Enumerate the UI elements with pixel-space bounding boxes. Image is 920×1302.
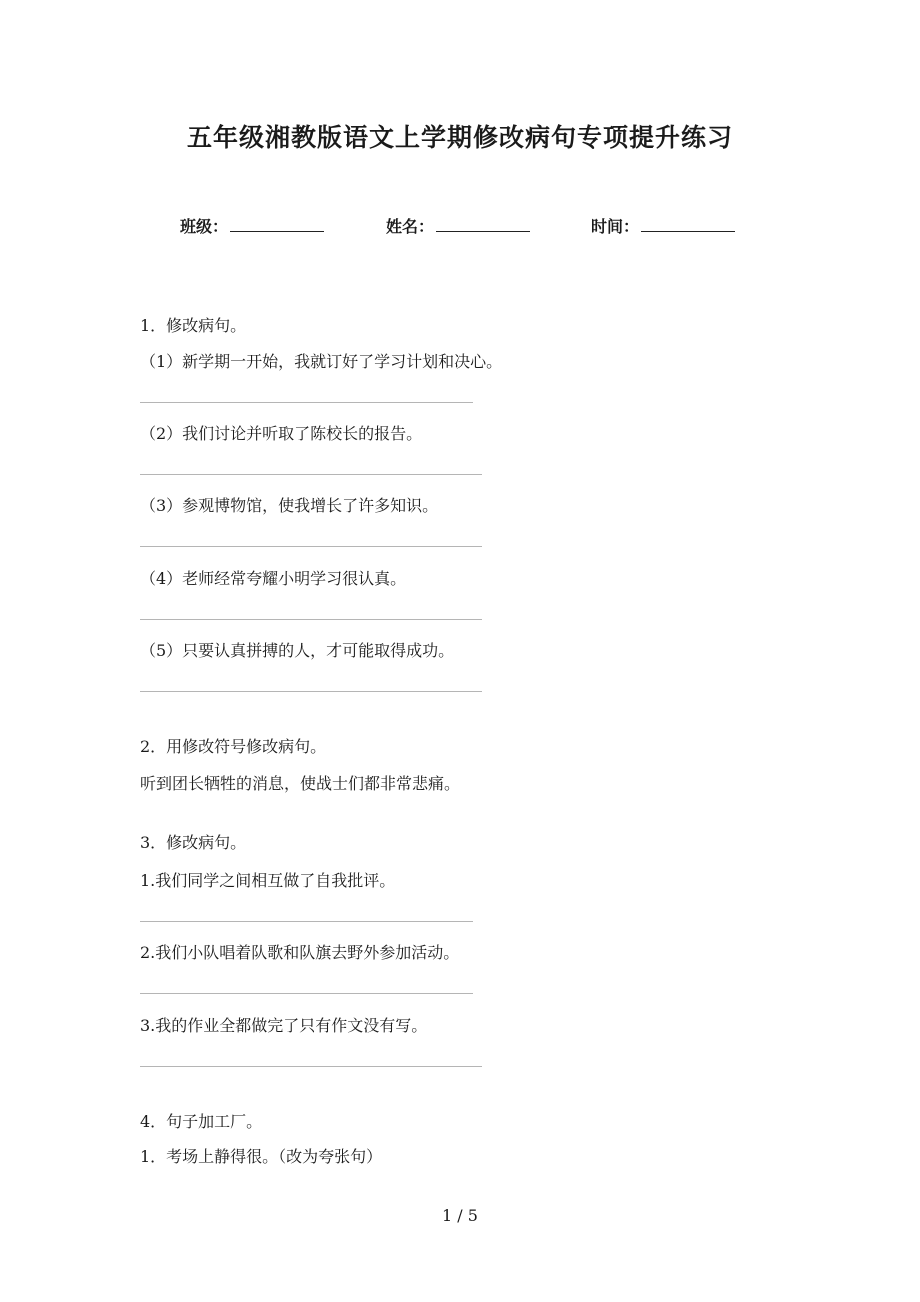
q1-item-2: （2）我们讨论并听取了陈校长的报告。 [140,424,423,443]
q1-heading: 1．修改病句。 [140,316,247,335]
q3-heading: 3．修改病句。 [140,833,247,852]
class-label: 班级： [180,217,229,236]
q1-answer-line-2[interactable] [140,474,482,475]
name-field [386,214,530,237]
q1-answer-line-1[interactable] [140,402,473,403]
q3-answer-line-2[interactable] [140,993,473,994]
q4-heading: 4．句子加工厂。 [140,1112,263,1131]
q2-sentence: 听到团长牺牲的消息，使战士们都非常悲痛。 [140,774,461,793]
page-title: 五年级湘教版语文上学期修改病句专项提升练习 [186,123,733,152]
time-label: 时间： [591,217,640,236]
q3-item-1: 1.我们同学之间相互做了自我批评。 [140,871,396,890]
class-field [180,214,324,237]
q2-heading: 2．用修改符号修改病句。 [140,737,327,756]
class-blank[interactable] [230,215,324,232]
q3-answer-line-1[interactable] [140,921,473,922]
page-number: 1 / 5 [442,1206,478,1225]
q3-item-2: 2.我们小队唱着队歌和队旗去野外参加活动。 [140,943,460,962]
name-blank[interactable] [436,215,530,232]
time-field [591,214,735,237]
q1-answer-line-5[interactable] [140,691,482,692]
q3-item-3: 3.我的作业全都做完了只有作文没有写。 [140,1016,428,1035]
q3-answer-line-3[interactable] [140,1066,482,1067]
q1-item-5: （5）只要认真拼搏的人，才可能取得成功。 [140,641,455,660]
q4-item-1: 1．考场上静得很。（改为夸张句） [140,1147,383,1166]
q1-item-3: （3）参观博物馆，使我增长了许多知识。 [140,496,439,515]
time-blank[interactable] [641,215,735,232]
q1-answer-line-3[interactable] [140,546,482,547]
name-label: 姓名： [386,217,435,236]
q1-answer-line-4[interactable] [140,619,482,620]
q1-item-4: （4）老师经常夸耀小明学习很认真。 [140,569,407,588]
q1-item-1: （1）新学期一开始，我就订好了学习计划和决心。 [140,352,503,371]
